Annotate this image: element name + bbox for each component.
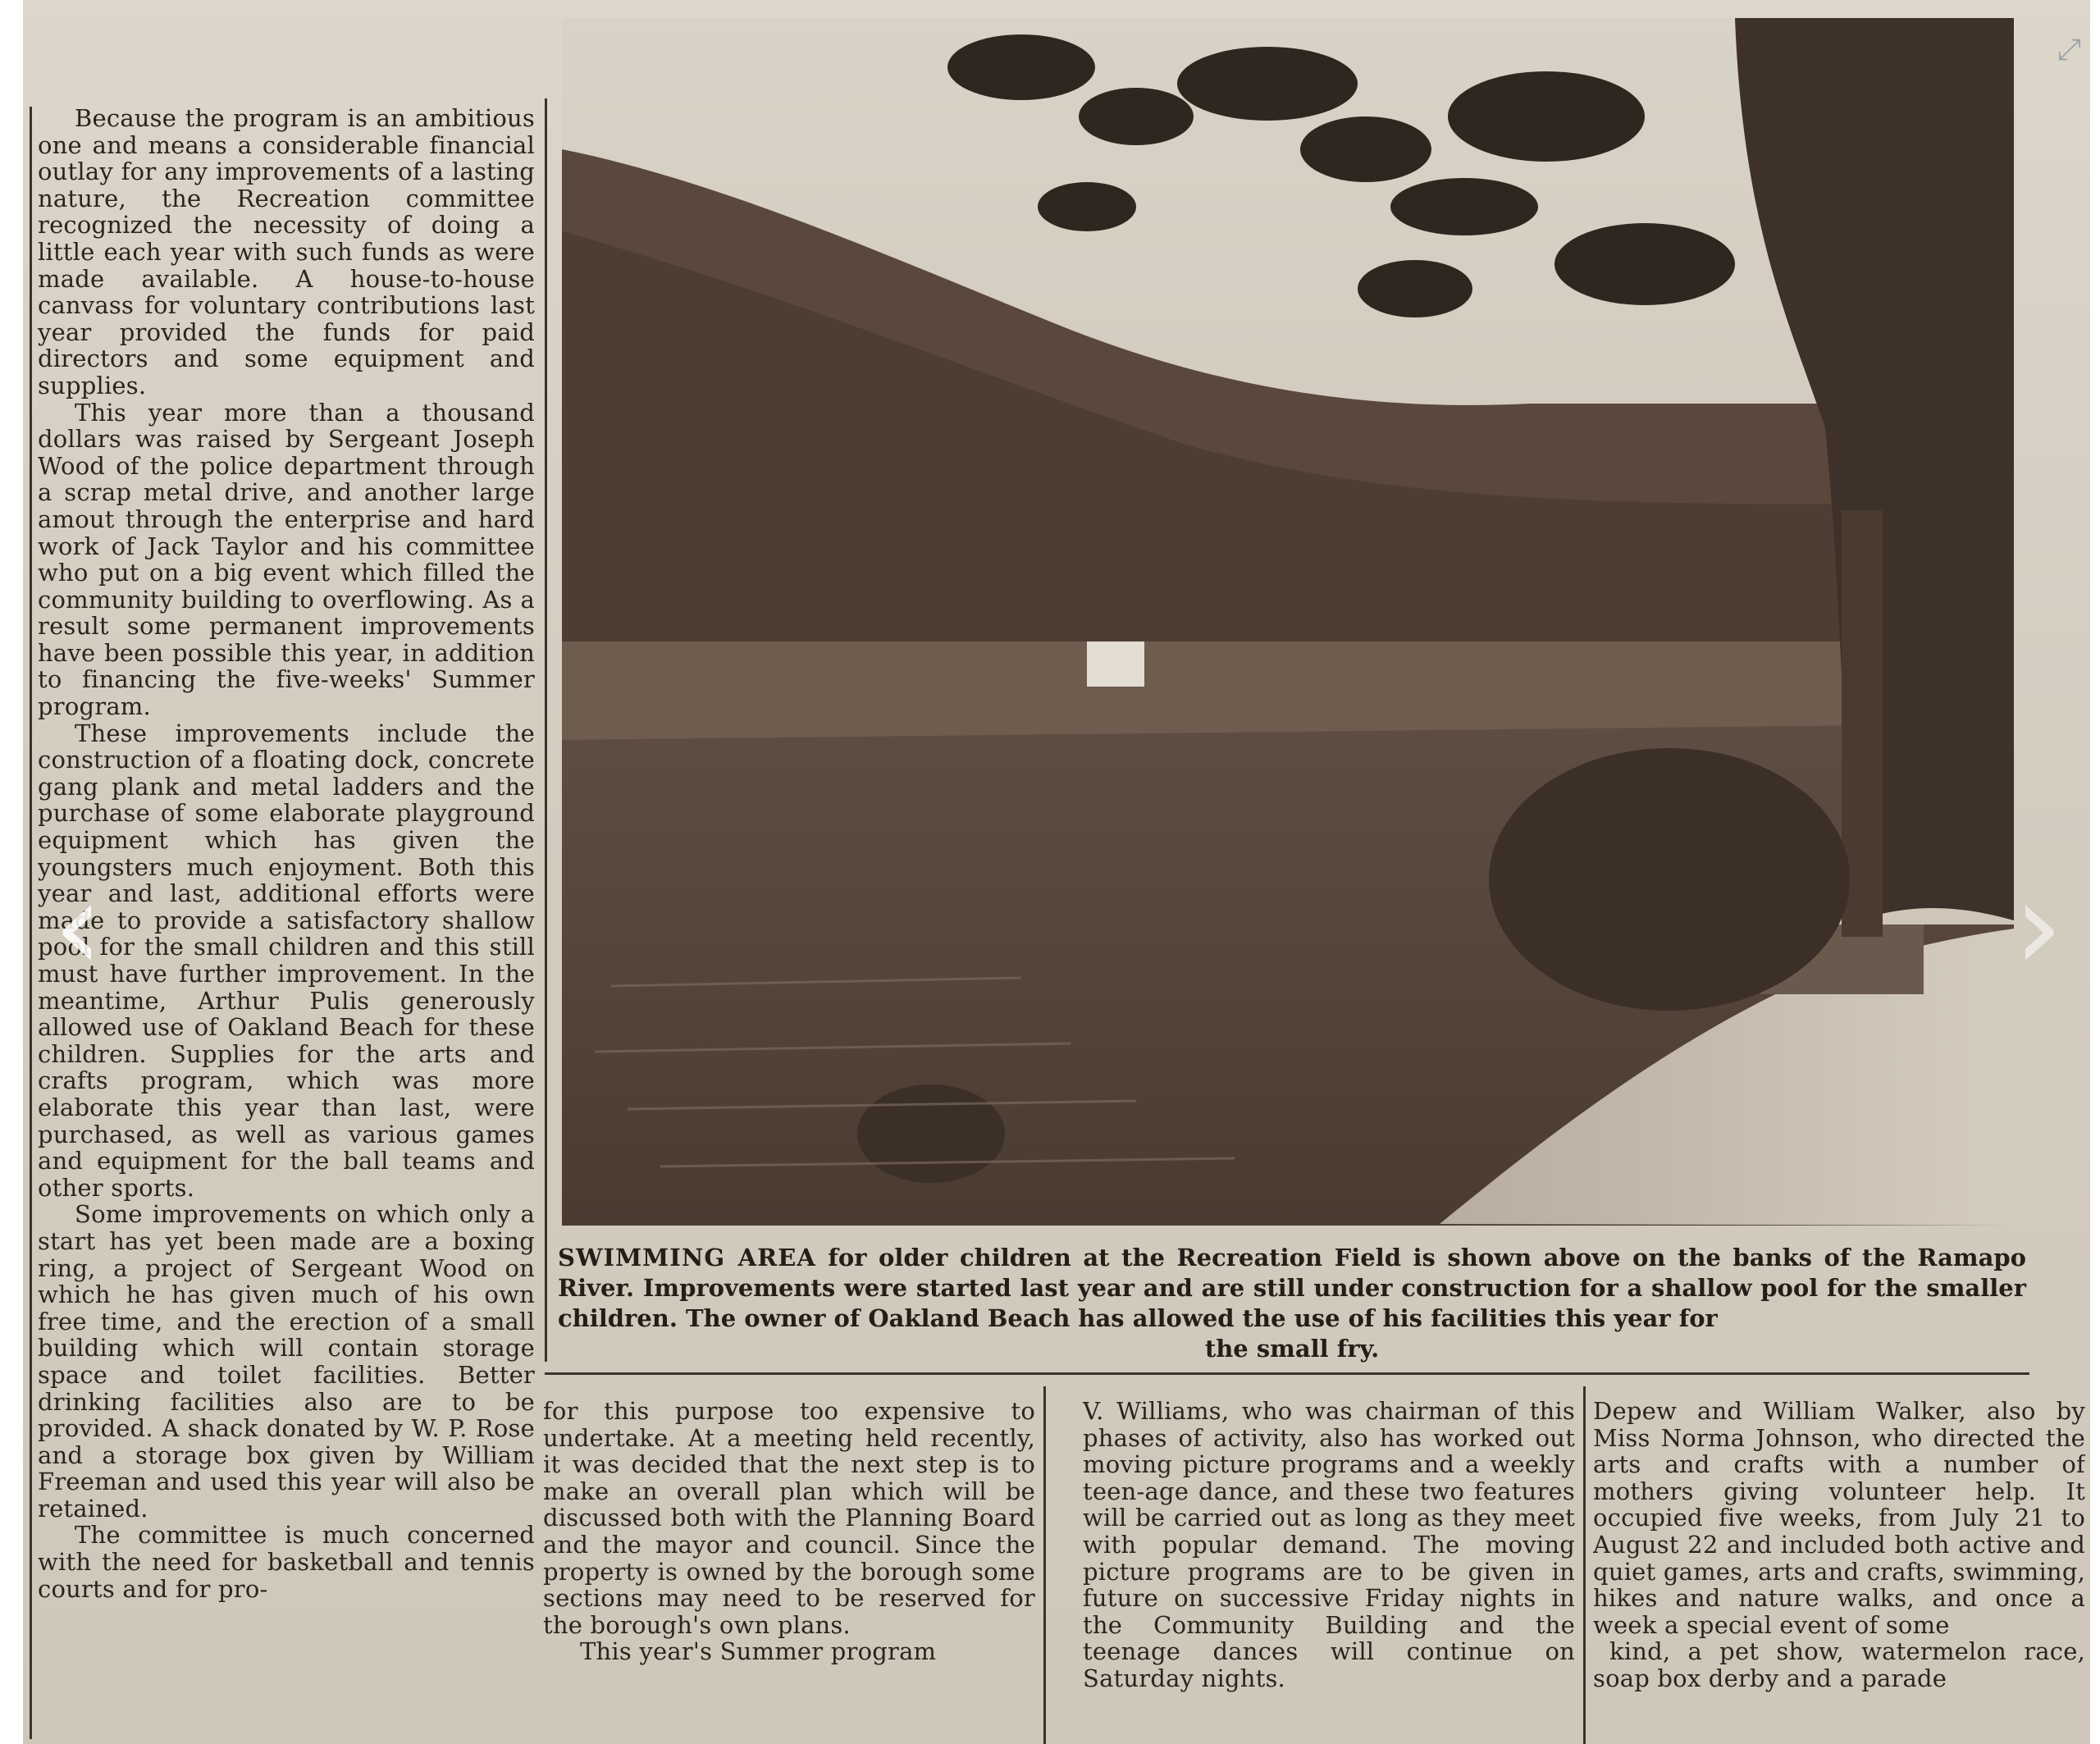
previous-glyph: ‹ — [53, 856, 103, 998]
paragraph: Depew and William Walker, also by Miss Norma Johnson, who directed the arts and crafts with a number of mothers giving volunteer help. It occupied five weeks, from July 21 to August 22 and included both active and quiet games, arts and crafts, swimming, hikes and nature walks, and once a week a special event of some — [1593, 1398, 2085, 1639]
bottom-column-2 — [1083, 1398, 1575, 1744]
next-glyph: › — [2014, 856, 2063, 998]
photo-caption — [558, 1243, 2026, 1364]
paragraph: These improvements include the construction of a floating dock, concrete gang plank and metal ladders and the purchase of some elaborate playground equipment which has given the youngsters much enjoyment. Both this year and last, additional efforts were made to provide a satisfactory shallow pool for the small children and this still must have further improvement. In the meantime, Arthur Pulis generously allowed use of Oakland Beach for these children. Supplies for the arts and crafts program, which was more elaborate this year than last, were purchased, as well as various games and equipment for the ball teams and other sports. — [38, 719, 535, 1202]
caption-last-line: the small fry. — [1204, 1335, 1380, 1363]
column-rule-1 — [1043, 1386, 1046, 1744]
expand-icon[interactable] — [2057, 33, 2090, 74]
column-rule-photo-left — [545, 98, 547, 1362]
swimming-area-photo — [562, 18, 2014, 1226]
bottom-column-1 — [543, 1398, 1035, 1744]
next-arrow-icon[interactable] — [2002, 856, 2075, 998]
paragraph: Because the program is an ambitious one and means a considerable financial outlay for any improvements of a lasting nature, the Recreation committee recognized the necessity of doing a little each year with such funds as were made available. A house-to-house canvass for voluntary contributions last year provided the funds for paid directors and some equipment and supplies. — [38, 105, 535, 399]
paragraph: This year's Summer program — [580, 1637, 937, 1666]
caption-bottom-rule — [545, 1372, 2029, 1375]
caption-lead: SWIMMING AREA — [558, 1244, 816, 1271]
column-rule-left — [30, 107, 32, 1739]
paragraph: V. Williams, who was chairman of this phases of activity, also has worked out moving picture programs and a weekly teen-age dance, and these two features will be carried out as long as they meet with popular demand. The moving picture programs are to be given in future on successive Friday nights in the Community Building and the teenage dances will continue on Saturday nights. — [1083, 1398, 1575, 1692]
expand-glyph: ⤢ — [2057, 33, 2081, 66]
paragraph: Some improvements on which only a start has yet been made are a boxing ring, a project of Sergeant Wood on which he has given much of his own free time, and the erection of a small building which will contain storage space and toilet facilities. Better drinking facilities also are to be provided. A shack donated by W. P. Rose and a storage box given by William Freeman and used this year will also be retained. — [38, 1200, 535, 1523]
photo-illustration — [562, 18, 2014, 1226]
paragraph: kind, a pet show, watermelon race, soap box derby and a parade — [1593, 1637, 2085, 1692]
previous-arrow-icon[interactable] — [41, 856, 115, 998]
paragraph: The committee is much concerned with the need for basketball and tennis courts and for pro- — [38, 1521, 535, 1603]
caption-body: for older children at the Recreation Field is shown above on the banks of the Ramapo River. Improvements were started last year and are still under construction for a shallow pool for the smaller children. The owner of Oakland Beach has allowed the use of his facilities this year for — [558, 1244, 2027, 1332]
paragraph: for this purpose too expensive to undertake. At a meeting held recently, it was decided that the next step is to make an overall plan which will be discussed both with the Planning Board and the mayor and council. Since the property is owned by the borough some sections may need to be reserved for the borough's own plans. — [543, 1398, 1035, 1639]
paragraph: This year more than a thousand dollars was raised by Sergeant Joseph Wood of the police department through a scrap metal drive, and another large amout through the enterprise and hard work of Jack Taylor and his committee who put on a big event which filled the community building to overflowing. As a result some permanent improvements have been possible this year, in addition to financing the five-weeks' Summer program. — [38, 398, 535, 721]
bottom-column-3 — [1593, 1398, 2085, 1744]
column-rule-2 — [1583, 1386, 1586, 1744]
